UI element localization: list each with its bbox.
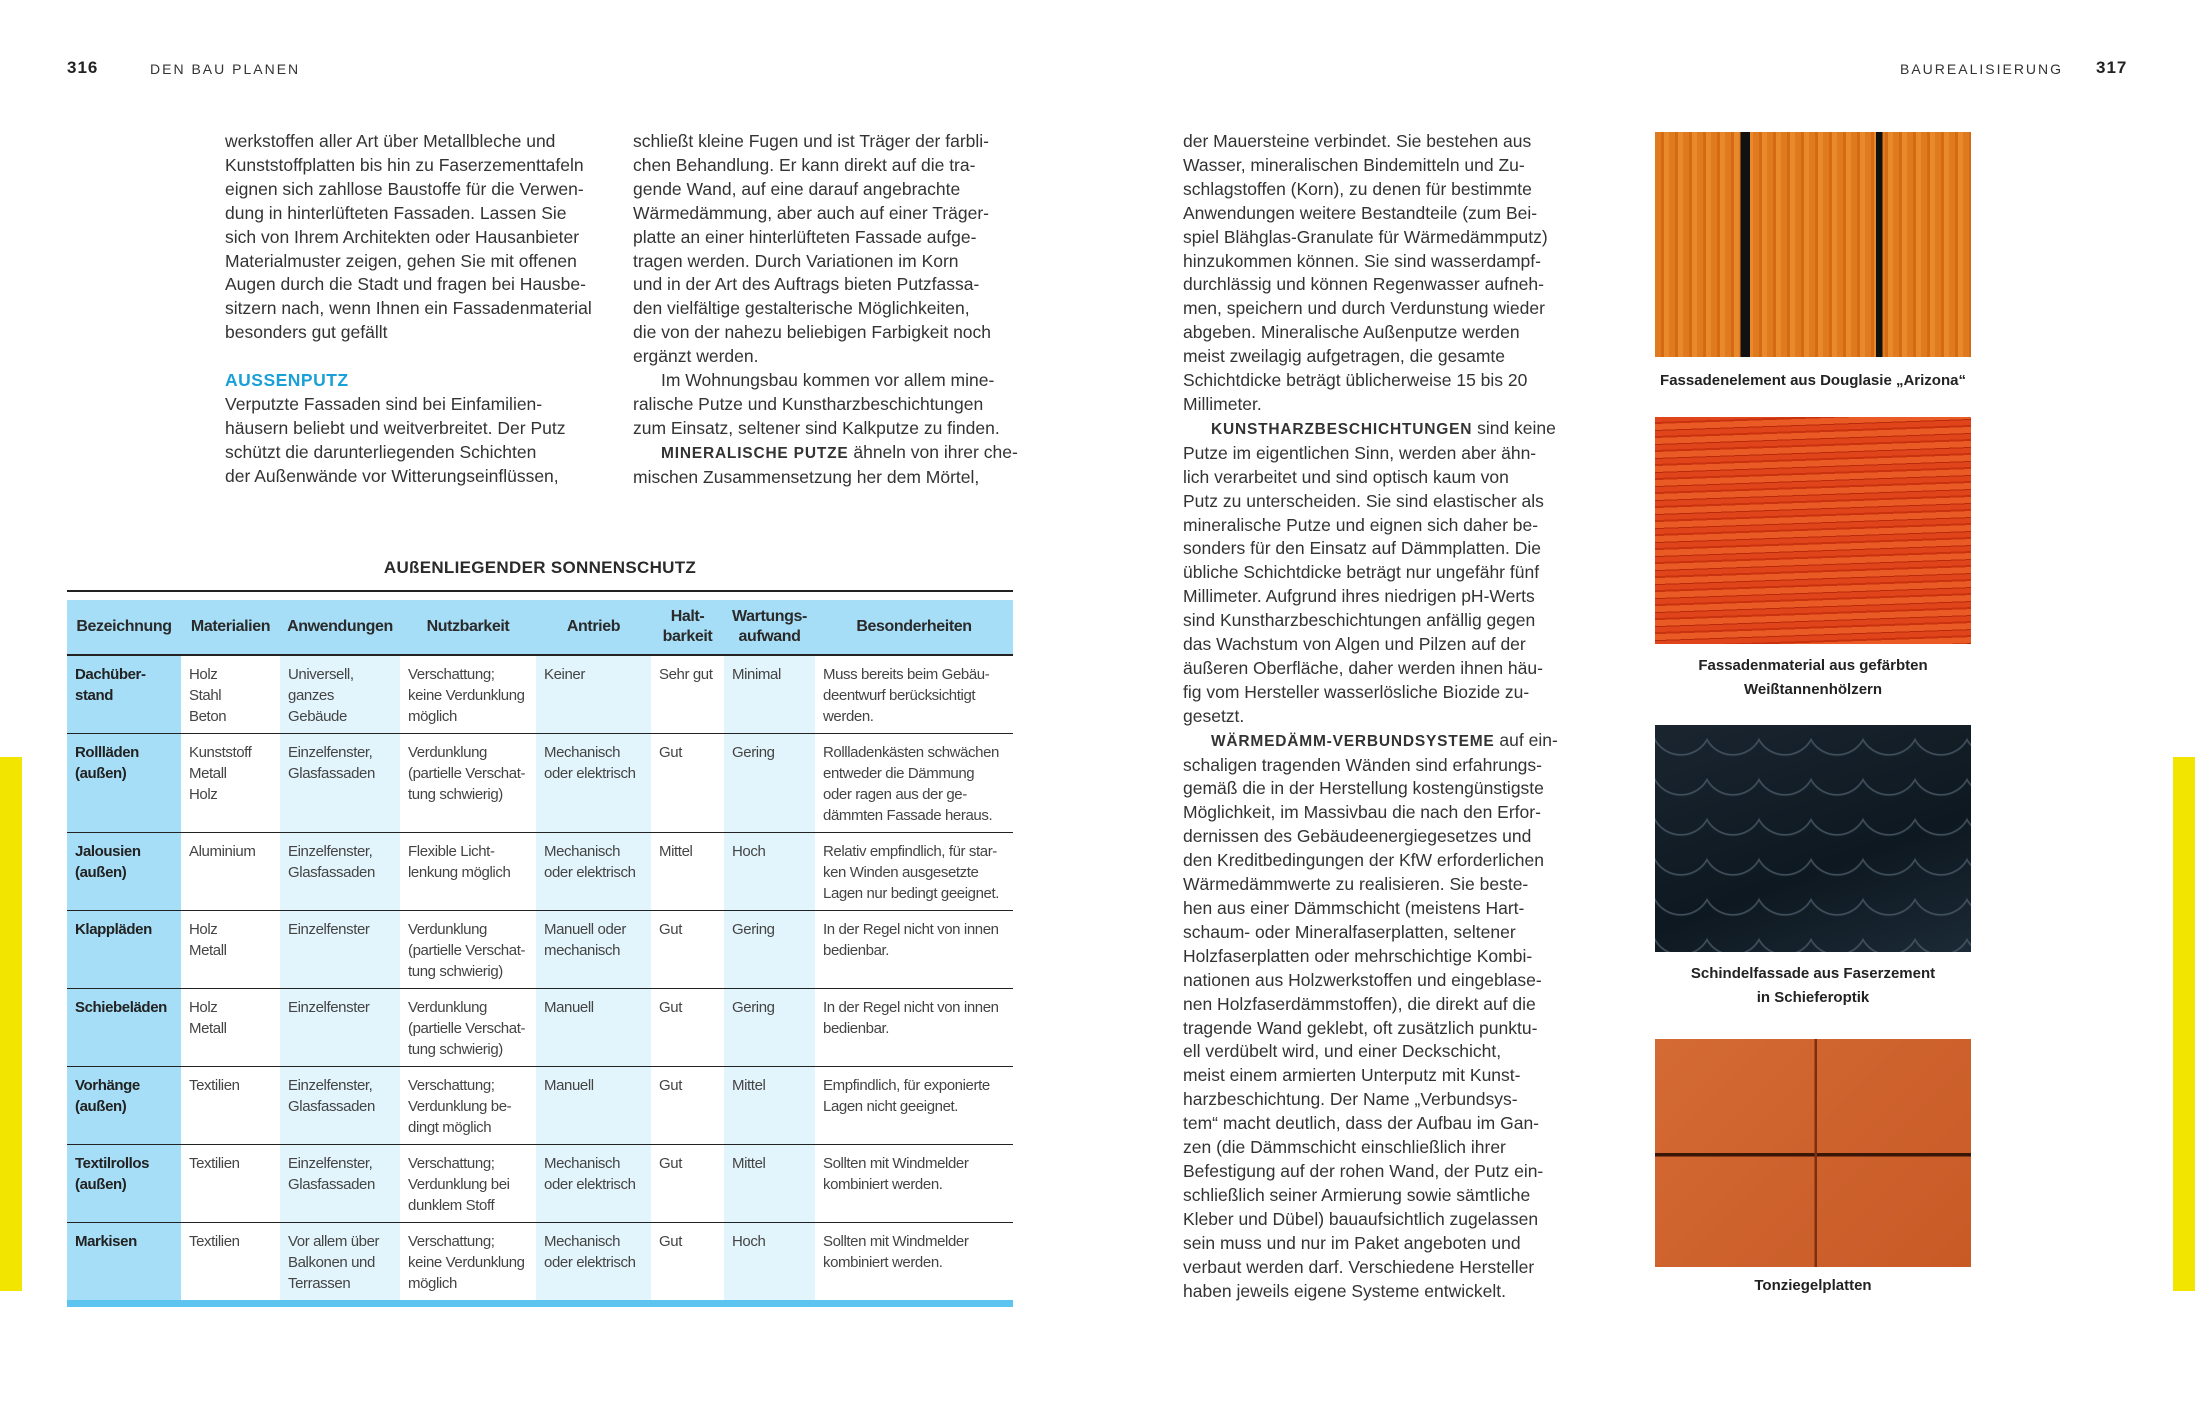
table-cell: Hoch bbox=[724, 1223, 815, 1304]
text-line: spiel Blähglas-Granulate für Wärmedämmputz) bbox=[1183, 226, 1548, 247]
figure-caption: Tonziegelplatten bbox=[1754, 1277, 1872, 1294]
column-header: Anwendungen bbox=[280, 600, 400, 655]
text-line: Putze im eigentlichen Sinn, werden aber ähn- bbox=[1183, 442, 1537, 463]
table-cell: Einzelfenster, Glasfassaden bbox=[280, 1145, 400, 1223]
table-cell: Minimal bbox=[724, 655, 815, 734]
table-cell: Rollladenkästen schwächen entweder die Dämmung oder ragen aus der ge- dämmten Fassade heraus. bbox=[815, 734, 1013, 833]
table-cell: Mittel bbox=[724, 1145, 815, 1223]
table-cell: Gering bbox=[724, 989, 815, 1067]
text-line: ergänzt werden. bbox=[633, 346, 759, 367]
text-line: sich von Ihrem Architekten oder Hausanbieter bbox=[225, 226, 580, 247]
table-row bbox=[67, 989, 1013, 1067]
table-cell: Einzelfenster bbox=[280, 989, 400, 1067]
row-label: Markisen bbox=[67, 1223, 181, 1304]
text-line: Befestigung auf der rohen Wand, der Putz ein- bbox=[1183, 1160, 1544, 1181]
table-cell: Universell, ganzes Gebäude bbox=[280, 655, 400, 734]
text-line: gende Wand, auf eine darauf angebrachte bbox=[633, 178, 961, 199]
figure-dyed-fir-facade bbox=[1655, 417, 1971, 644]
row-label: Rollläden (außen) bbox=[67, 734, 181, 833]
text-line: schließlich seiner Armierung sowie sämtliche bbox=[1183, 1184, 1531, 1205]
figure-slate-shingle-facade bbox=[1655, 725, 1971, 952]
text-line: dernissen des Gebäudeenergiegesetzes und bbox=[1183, 826, 1532, 847]
table-cell: Keiner bbox=[536, 655, 651, 734]
figure-caption: Fassadenmaterial aus gefärbten Weißtannenhölzern bbox=[1698, 657, 1928, 698]
table-cell: Gut bbox=[651, 1223, 724, 1304]
table-cell: Muss bereits beim Gebäu- deentwurf berücksichtigt werden. bbox=[815, 655, 1013, 734]
text-line: Wasser, mineralischen Bindemitteln und Zu- bbox=[1183, 154, 1525, 175]
table-cell: Holz Metall bbox=[181, 989, 280, 1067]
text-line: Millimeter. bbox=[1183, 393, 1262, 414]
table-cell: Gut bbox=[651, 1145, 724, 1223]
row-label: Jalousien (außen) bbox=[67, 833, 181, 911]
column-header: Wartungs- aufwand bbox=[724, 600, 815, 655]
text-line: tragende Wand geklebt, oft zusätzlich punktu- bbox=[1183, 1017, 1538, 1038]
text-line: das Wachstum von Algen und Pilzen auf der bbox=[1183, 634, 1526, 655]
row-label: Textilrollos (außen) bbox=[67, 1145, 181, 1223]
running-head-right: BAUREALISIERUNG bbox=[1900, 61, 2064, 77]
table-header-row bbox=[67, 600, 1013, 655]
text-column-2 bbox=[633, 130, 1018, 490]
table-cell: Mechanisch oder elektrisch bbox=[536, 1223, 651, 1304]
run-in-heading: KUNSTHARZBESCHICHTUNGEN bbox=[1211, 420, 1473, 438]
table-cell: Manuell oder mechanisch bbox=[536, 911, 651, 989]
column-header: Materialien bbox=[181, 600, 280, 655]
table-cell: Textilien bbox=[181, 1223, 280, 1304]
table-row bbox=[67, 833, 1013, 911]
text-line: schlagstoffen (Korn), zu denen für bestimmte bbox=[1183, 178, 1532, 199]
text-column-3 bbox=[1183, 130, 1563, 1303]
figure-douglas-fir-facade bbox=[1655, 132, 1971, 357]
page-number-right: 317 bbox=[2096, 58, 2128, 77]
row-label: Klappläden bbox=[67, 911, 181, 989]
text-line: die von der nahezu beliebigen Farbigkeit noch bbox=[633, 322, 992, 343]
text-line: Verputzte Fassaden sind bei Einfamilien- bbox=[225, 393, 543, 414]
row-label: Vorhänge (außen) bbox=[67, 1067, 181, 1145]
text-line: Materialmuster zeigen, gehen Sie mit offenen bbox=[225, 250, 577, 271]
text-line: dung in hinterlüfteten Fassaden. Lassen Sie bbox=[225, 202, 567, 223]
edge-marker-right bbox=[2173, 757, 2195, 1291]
text-line bbox=[225, 345, 600, 369]
table-cell: Vor allem über Balkonen und Terrassen bbox=[280, 1223, 400, 1304]
text-line: den Kreditbedingungen der KfW erforderlichen bbox=[1183, 850, 1544, 871]
text-line: sitzern nach, wenn Ihnen ein Fassadenmaterial bbox=[225, 298, 592, 319]
table-cell: Gering bbox=[724, 734, 815, 833]
text-line: men, speichern und durch Verdunstung wieder bbox=[1183, 298, 1545, 319]
sun-protection-table bbox=[67, 600, 1013, 1307]
text-line: schaum- oder Mineralfaserplatten, seltener bbox=[1183, 921, 1516, 942]
text-line: Kunststoffplatten bis hin zu Faserzementtafeln bbox=[225, 154, 584, 175]
text-line: KUNSTHARZBESCHICHTUNGEN sind keine bbox=[1211, 417, 1556, 438]
table-row bbox=[67, 655, 1013, 734]
table-cell: Flexible Licht- lenkung möglich bbox=[400, 833, 536, 911]
table-cell: Manuell bbox=[536, 989, 651, 1067]
page-number-left: 316 bbox=[67, 58, 99, 77]
text-line: Im Wohnungsbau kommen vor allem mine- bbox=[661, 370, 995, 391]
table-title: AUßENLIEGENDER SONNENSCHUTZ bbox=[383, 558, 697, 577]
text-line: ell verdübelt wird, und einer Deckschicht, bbox=[1183, 1041, 1502, 1062]
column-header: Besonderheiten bbox=[815, 600, 1013, 655]
text-line: lich verarbeitet und sind optisch kaum von bbox=[1183, 466, 1509, 487]
table-cell: Relativ empfindlich, für star- ken Winden ausgesetzte Lagen nur bedingt geeignet. bbox=[815, 833, 1013, 911]
table-cell: Sollten mit Windmelder kombiniert werden. bbox=[815, 1223, 1013, 1304]
column-header: Bezeichnung bbox=[67, 600, 181, 655]
table-cell: Einzelfenster, Glasfassaden bbox=[280, 1067, 400, 1145]
text-line: und in der Art des Auftrags bieten Putzfassa- bbox=[633, 274, 980, 295]
table-cell: Einzelfenster, Glasfassaden bbox=[280, 833, 400, 911]
text-line: tem“ macht deutlich, dass der Aufbau im Gan- bbox=[1183, 1113, 1539, 1134]
text-line: Putz zu unterscheiden. Sie sind elastischer als bbox=[1183, 490, 1544, 511]
table-cell: Gering bbox=[724, 911, 815, 989]
running-head-left: DEN BAU PLANEN bbox=[150, 61, 301, 77]
text-line: Holzfaserplatten oder mehrschichtige Kombi- bbox=[1183, 945, 1533, 966]
text-line: Wärmedämmwerte zu realisieren. Sie beste- bbox=[1183, 874, 1529, 895]
text-line: abgeben. Mineralische Außenputze werden bbox=[1183, 322, 1520, 343]
table-cell: Hoch bbox=[724, 833, 815, 911]
table-cell: Einzelfenster, Glasfassaden bbox=[280, 734, 400, 833]
table-cell: Verschattung; Verdunklung be- dingt möglich bbox=[400, 1067, 536, 1145]
table-cell: Gut bbox=[651, 989, 724, 1067]
table-rule bbox=[67, 590, 1013, 592]
text-line: Möglichkeit, im Massivbau die nach den Erfor- bbox=[1183, 802, 1541, 823]
text-line: äußeren Oberfläche, daher werden ihnen häu- bbox=[1183, 657, 1543, 678]
text-line: haben jeweils eigene Systeme entwickelt. bbox=[1183, 1280, 1506, 1301]
text-line: verbaut werden darf. Verschiedene Hersteller bbox=[1183, 1256, 1535, 1277]
table-row bbox=[67, 1223, 1013, 1304]
figure-clay-tile-panels bbox=[1655, 1039, 1971, 1267]
table-cell: Empfindlich, für exponierte Lagen nicht geeignet. bbox=[815, 1067, 1013, 1145]
text-line: Kleber und Dübel) bauaufsichtlich zugelassen bbox=[1183, 1208, 1539, 1229]
table-row bbox=[67, 911, 1013, 989]
table-cell: Gut bbox=[651, 1067, 724, 1145]
row-label: Schiebeläden bbox=[67, 989, 181, 1067]
text-line: chen Behandlung. Er kann direkt auf die tra- bbox=[633, 154, 976, 175]
text-line: der Mauersteine verbindet. Sie bestehen aus bbox=[1183, 131, 1532, 151]
text-line: hen aus einer Dämmschicht (meistens Hart- bbox=[1183, 898, 1525, 918]
table-cell: Verdunklung (partielle Verschat- tung schwierig) bbox=[400, 911, 536, 989]
table-row bbox=[67, 734, 1013, 833]
table-cell: Sollten mit Windmelder kombiniert werden. bbox=[815, 1145, 1013, 1223]
table-cell: Gut bbox=[651, 911, 724, 989]
text-line: eignen sich zahllose Baustoffe für die Verwen- bbox=[225, 178, 584, 199]
table-cell: Textilien bbox=[181, 1145, 280, 1223]
row-label: Dachüber- stand bbox=[67, 655, 181, 734]
table-cell: Verschattung; Verdunklung bei dunklem Stoff bbox=[400, 1145, 536, 1223]
text-line: fig vom Hersteller wasserlösliche Biozide zu- bbox=[1183, 681, 1530, 702]
table-cell: Verdunklung (partielle Verschat- tung schwierig) bbox=[400, 989, 536, 1067]
table-cell: Mittel bbox=[651, 833, 724, 911]
text-line: meist einem armierten Unterputz mit Kunst- bbox=[1183, 1065, 1521, 1086]
text-line: Millimeter. Aufgrund ihres niedrigen pH-Werts bbox=[1183, 586, 1535, 607]
text-line: mineralische Putze und eignen sich daher be- bbox=[1183, 514, 1539, 535]
text-line: hinzukommen können. Sie sind wasserdampf- bbox=[1183, 250, 1541, 271]
table-cell: Verdunklung (partielle Verschat- tung schwierig) bbox=[400, 734, 536, 833]
text-line: übliche Schichtdicke beträgt nur ungefähr fünf bbox=[1183, 562, 1540, 583]
figure-caption: Fassadenelement aus Douglasie „Arizona“ bbox=[1660, 372, 1966, 389]
column-header: Antrieb bbox=[536, 600, 651, 655]
table-cell: Gut bbox=[651, 734, 724, 833]
text-line: platte an einer hinterlüfteten Fassade aufge- bbox=[633, 226, 977, 247]
text-line: der Außenwände vor Witterungseinflüssen, bbox=[225, 465, 559, 486]
figure-caption: Schindelfassade aus Faserzement in Schieferoptik bbox=[1690, 965, 1936, 1006]
text-line: gemäß die in der Herstellung kostengünstigste bbox=[1183, 778, 1544, 799]
table-cell: In der Regel nicht von innen bedienbar. bbox=[815, 989, 1013, 1067]
text-line: werkstoffen aller Art über Metallbleche und bbox=[225, 131, 556, 151]
text-line: den vielfältige gestalterische Möglichkeiten, bbox=[633, 298, 970, 319]
text-line: sein muss und nur im Paket angeboten und bbox=[1183, 1232, 1521, 1253]
table-cell: Holz Stahl Beton bbox=[181, 655, 280, 734]
text-line: zen (die Dämmschicht einschließlich ihrer bbox=[1183, 1137, 1506, 1158]
table-row bbox=[67, 1067, 1013, 1145]
table-cell: Mittel bbox=[724, 1067, 815, 1145]
text-line: zum Einsatz, seltener sind Kalkputze zu finden. bbox=[633, 417, 1000, 438]
run-in-heading: MINERALISCHE PUTZE bbox=[661, 444, 849, 462]
run-in-heading: WÄRMEDÄMM-VERBUNDSYSTEME bbox=[1211, 732, 1495, 750]
text-line: nationen aus Holzwerkstoffen und eingeblase- bbox=[1183, 969, 1542, 990]
text-line: häusern beliebt und weitverbreitet. Der Putz bbox=[225, 417, 566, 438]
table-cell: Holz Metall bbox=[181, 911, 280, 989]
table-cell: Sehr gut bbox=[651, 655, 724, 734]
text-line: schützt die darunterliegenden Schichten bbox=[225, 441, 537, 462]
text-line: nen Holzfaserdämmstoffen), die direkt auf die bbox=[1183, 993, 1536, 1014]
text-line: tragen werden. Durch Variationen im Korn bbox=[633, 250, 959, 271]
text-line: gesetzt. bbox=[1183, 705, 1245, 726]
text-line: Schichtdicke beträgt üblicherweise 15 bis 20 bbox=[1183, 370, 1528, 391]
text-line: schaligen tragenden Wänden sind erfahrungs- bbox=[1183, 754, 1542, 775]
edge-marker-left bbox=[0, 757, 22, 1291]
text-line: ralische Putze und Kunstharzbeschichtungen bbox=[633, 393, 984, 414]
text-line: durchlässig und können Regenwasser aufneh- bbox=[1183, 274, 1544, 295]
text-line: Wärmedämmung, aber auch auf einer Träger- bbox=[633, 202, 989, 223]
text-line: WÄRMEDÄMM-VERBUNDSYSTEME auf ein- bbox=[1211, 729, 1558, 750]
text-line: sonders für den Einsatz auf Dämmplatten. Die bbox=[1183, 538, 1541, 559]
text-line: Augen durch die Stadt und fragen bei Hausbe- bbox=[225, 274, 586, 295]
text-line: mischen Zusammensetzung her dem Mörtel, bbox=[633, 466, 980, 487]
text-line: besonders gut gefällt bbox=[225, 322, 388, 343]
text-column-1 bbox=[225, 130, 600, 489]
table-cell: Einzelfenster bbox=[280, 911, 400, 989]
table-row bbox=[67, 1145, 1013, 1223]
table-cell: Textilien bbox=[181, 1067, 280, 1145]
table-cell: Verschattung; keine Verdunklung möglich bbox=[400, 1223, 536, 1304]
table-cell: Kunststoff Metall Holz bbox=[181, 734, 280, 833]
table-cell: Mechanisch oder elektrisch bbox=[536, 1145, 651, 1223]
table-cell: Mechanisch oder elektrisch bbox=[536, 833, 651, 911]
table-cell: Manuell bbox=[536, 1067, 651, 1145]
text-line: harzbeschichtung. Der Name „Verbundsys- bbox=[1183, 1089, 1518, 1110]
section-heading: AUSSENPUTZ bbox=[225, 370, 349, 391]
text-line: Anwendungen weitere Bestandteile (zum Bei- bbox=[1183, 202, 1538, 223]
column-header: Halt- barkeit bbox=[651, 600, 724, 655]
table-cell: In der Regel nicht von innen bedienbar. bbox=[815, 911, 1013, 989]
text-line: schließt kleine Fugen und ist Träger der farbli- bbox=[633, 131, 989, 151]
table-cell: Verschattung; keine Verdunklung möglich bbox=[400, 655, 536, 734]
text-line: meist zweilagig aufgetragen, die gesamte bbox=[1183, 346, 1505, 367]
text-line: sind Kunstharzbeschichtungen anfällig gegen bbox=[1183, 610, 1536, 631]
table-cell: Mechanisch oder elektrisch bbox=[536, 734, 651, 833]
text-line: MINERALISCHE PUTZE ähneln von ihrer che- bbox=[661, 441, 1018, 462]
column-header: Nutzbarkeit bbox=[400, 600, 536, 655]
table-cell: Aluminium bbox=[181, 833, 280, 911]
